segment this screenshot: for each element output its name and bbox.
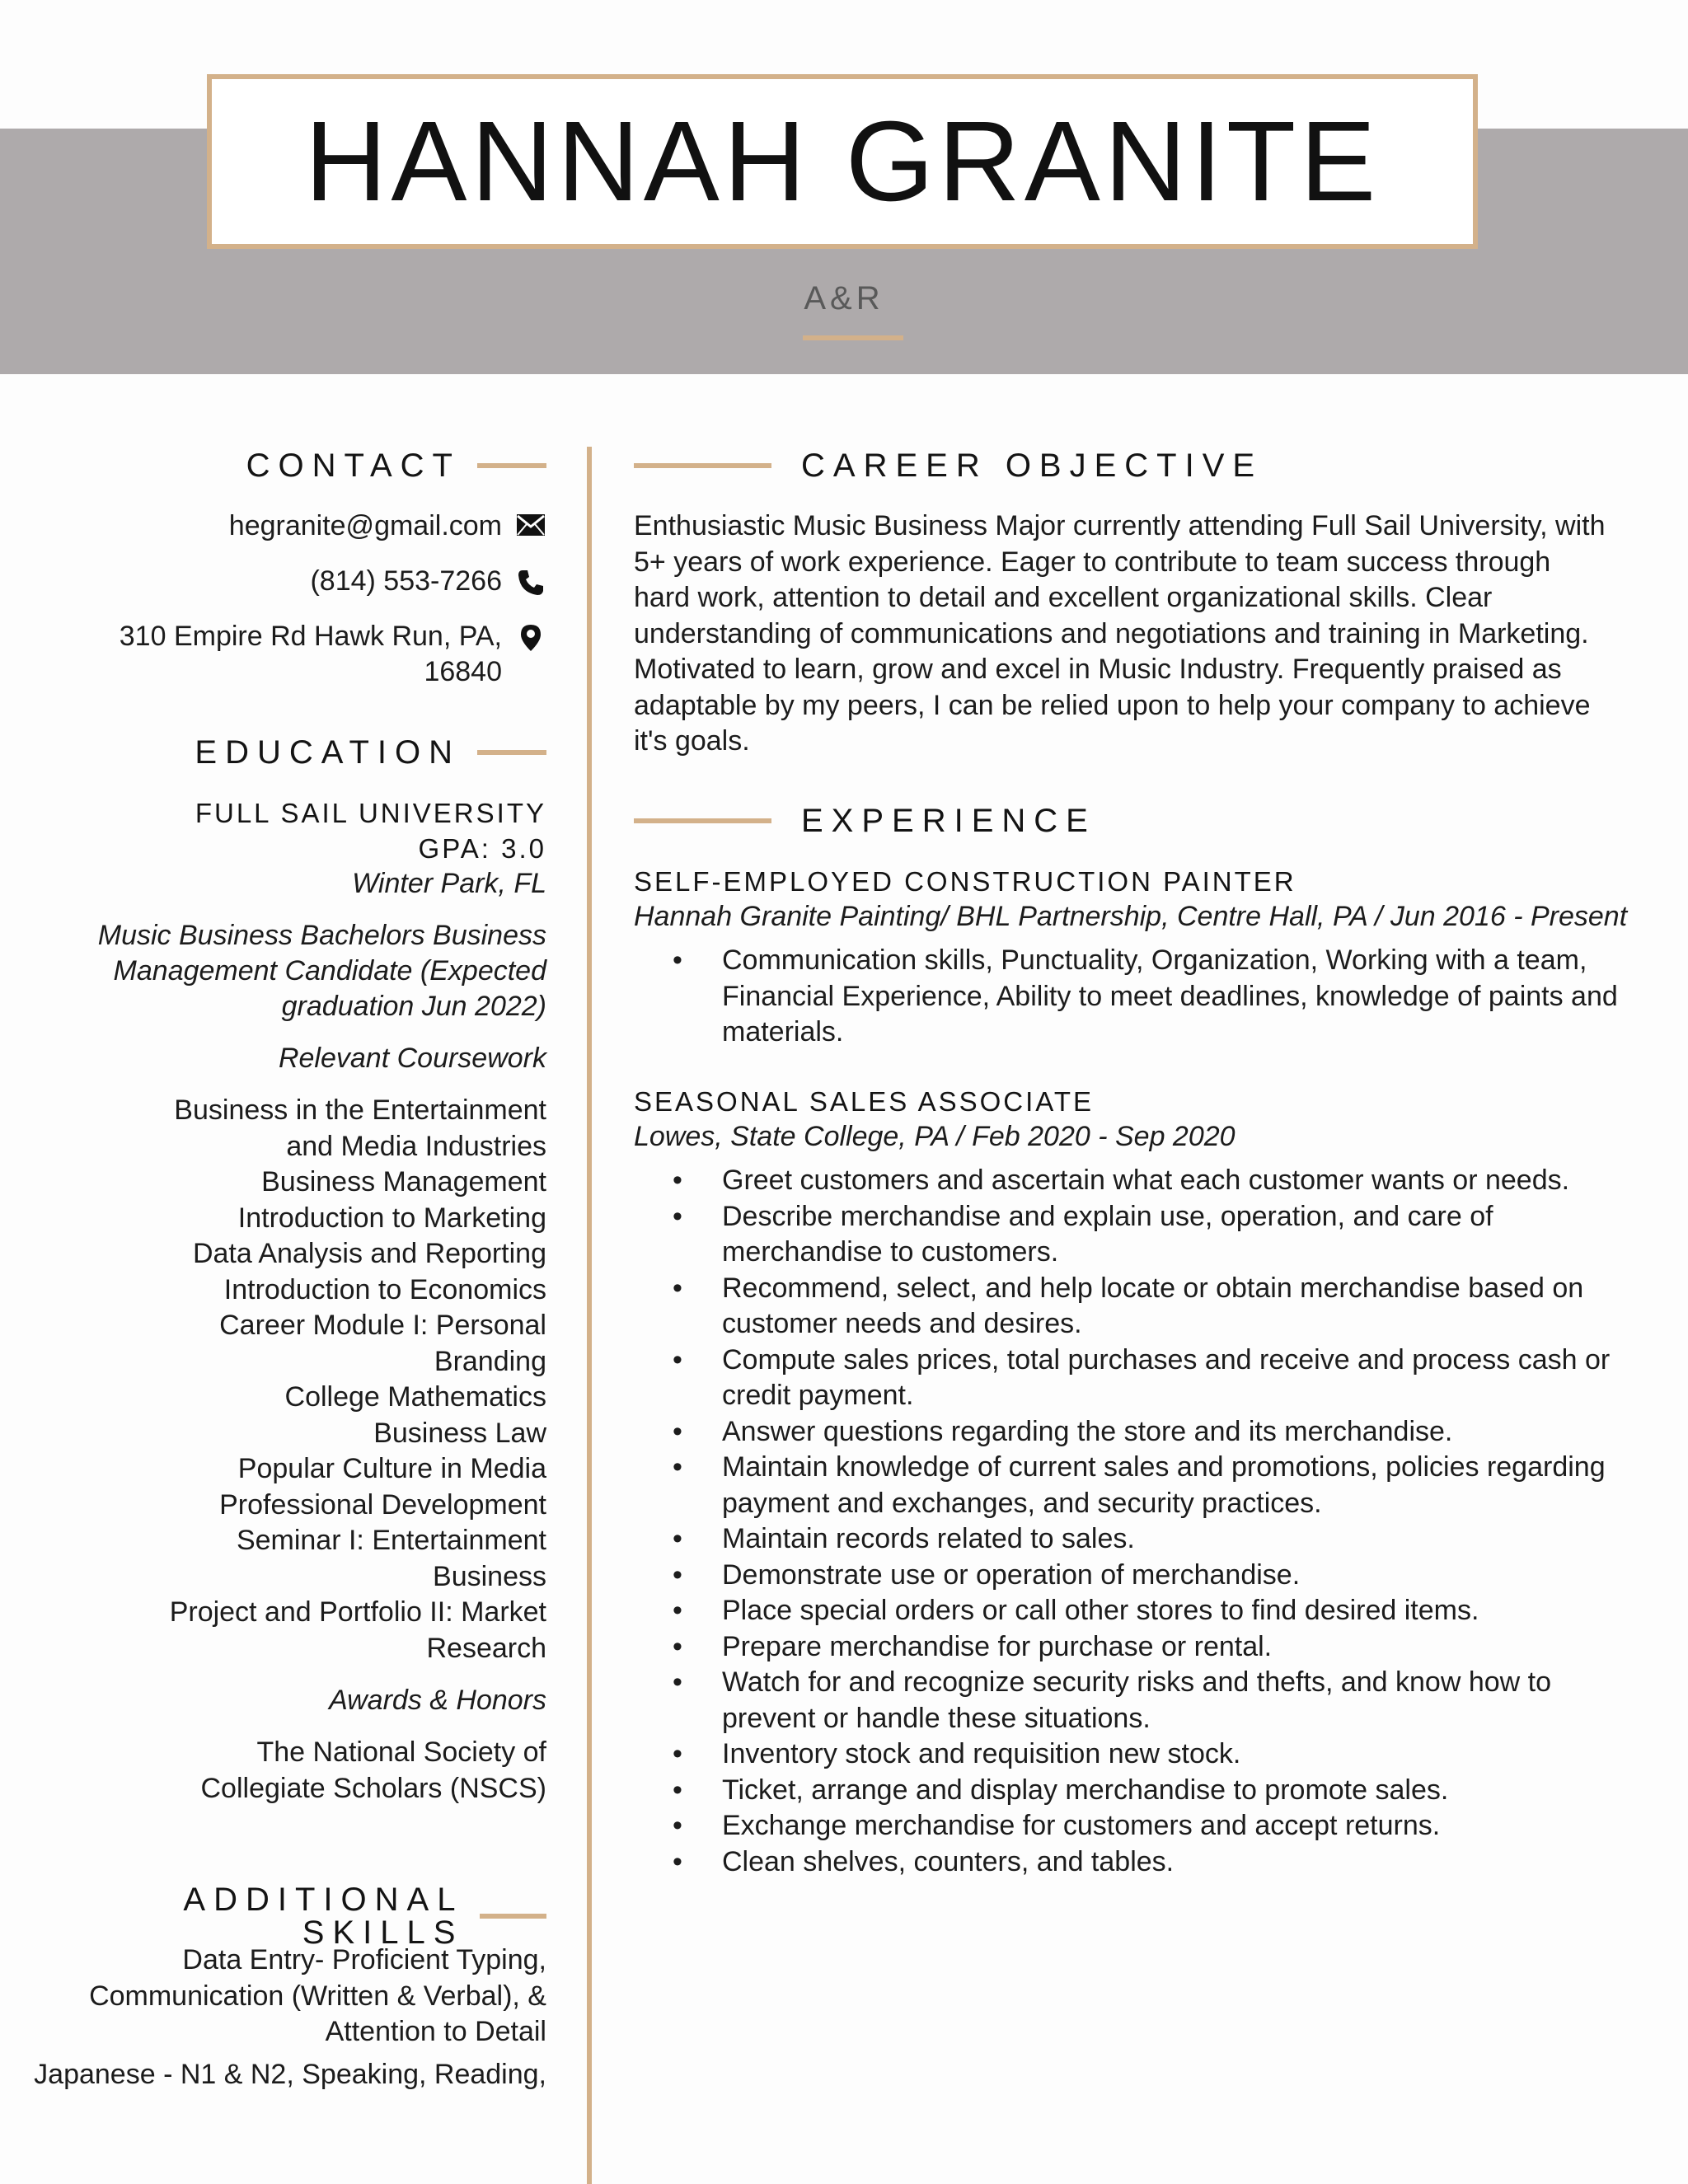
- course-item: Popular Culture in Media: [237, 1453, 546, 1484]
- skills-section: [25, 1943, 546, 2093]
- heading-accent-bar: [634, 463, 771, 468]
- heading-accent-bar: [477, 463, 546, 468]
- coursework-list: [25, 1093, 546, 1666]
- name-box: [207, 74, 1478, 249]
- objective-line: understanding of communications and negotiations and training in Marketing.: [634, 617, 1589, 649]
- award-line: The National Society of: [256, 1736, 546, 1768]
- job-bullet: • Ticket, arrange and display merchandise to promote sales.: [634, 1773, 1660, 1809]
- job-entry: [634, 864, 1660, 1051]
- award-line: Collegiate Scholars (NSCS): [200, 1772, 546, 1804]
- objective-line: hard work, attention to detail and excellent organizational skills. Clear: [634, 582, 1493, 613]
- experience-heading: EXPERIENCE: [801, 803, 1096, 839]
- course-item: Seminar I: Entertainment: [236, 1525, 546, 1556]
- role-underline: [803, 335, 903, 340]
- job-bullet: • Compute sales prices, total purchases and receive and process cash or credit payment.: [634, 1343, 1660, 1414]
- course-item: Introduction to Economics: [223, 1273, 546, 1305]
- job-title: SELF-EMPLOYED CONSTRUCTION PAINTER: [634, 866, 1296, 897]
- contact-heading-row: [25, 449, 546, 482]
- job-bullet: • Exchange merchandise for customers and accept returns.: [634, 1808, 1660, 1844]
- course-item: Business Law: [373, 1417, 546, 1449]
- coursework-label: Relevant Coursework: [278, 1043, 546, 1074]
- objective-line: it's goals.: [634, 725, 750, 757]
- job-bullet: • Communication skills, Punctuality, Organization, Working with a team, Financial Experience, Ability to meet deadlines, knowledge of paints and materials.: [634, 943, 1660, 1051]
- skill-line: Japanese - N1 & N2, Speaking, Reading,: [34, 2058, 546, 2090]
- envelope-icon: [515, 509, 546, 537]
- experience-heading-row: [634, 804, 1660, 837]
- school-name: FULL SAIL UNIVERSITY: [195, 798, 546, 828]
- heading-accent-bar: [634, 818, 771, 823]
- awards-list: [25, 1735, 546, 1807]
- job-subtitle: Hannah Granite Painting/ BHL Partnership, Centre Hall, PA / Jun 2016 - Present: [634, 901, 1628, 932]
- job-bullets: [634, 943, 1660, 1051]
- job-bullet: • Recommend, select, and help locate or obtain merchandise based on customer needs and desires.: [634, 1271, 1660, 1343]
- course-item: College Mathematics: [284, 1381, 546, 1413]
- job-bullet: • Maintain records related to sales.: [634, 1521, 1660, 1558]
- objective-line: Enthusiastic Music Business Major currently attending Full Sail University, with: [634, 510, 1606, 541]
- awards-label: Awards & Honors: [329, 1685, 546, 1716]
- job-subtitle: Lowes, State College, PA / Feb 2020 - Sep 2020: [634, 1121, 1236, 1152]
- address-text: [120, 619, 502, 690]
- skill-line: Attention to Detail: [325, 2016, 546, 2047]
- map-pin-icon: [515, 619, 546, 652]
- job-entry: [634, 1084, 1660, 1880]
- gpa: GPA: 3.0: [418, 833, 546, 864]
- heading-accent-bar: [477, 750, 546, 755]
- course-item: Business in the Entertainment: [174, 1094, 546, 1126]
- degree: [25, 918, 546, 1024]
- objective-line: Motivated to learn, grow and excel in Music Industry. Frequently praised as: [634, 654, 1562, 685]
- job-bullet: • Inventory stock and requisition new stock.: [634, 1736, 1660, 1773]
- contact-email-row: [25, 509, 546, 544]
- course-item: Introduction to Marketing: [237, 1202, 546, 1234]
- phone-icon: [515, 564, 546, 597]
- job-bullet: • Greet customers and ascertain what each customer wants or needs.: [634, 1163, 1660, 1199]
- skill-line: Data Entry- Proficient Typing,: [182, 1944, 546, 1975]
- course-item: Career Module I: Personal: [219, 1310, 546, 1341]
- education-heading-row: [25, 736, 546, 769]
- course-item: Branding: [434, 1345, 546, 1377]
- skill-line: Communication (Written & Verbal), &: [89, 1980, 546, 2012]
- objective-heading: CAREER OBJECTIVE: [801, 448, 1264, 484]
- degree-line: Management Candidate (Expected: [113, 955, 546, 987]
- school-location: Winter Park, FL: [352, 868, 546, 899]
- course-item: and Media Industries: [286, 1130, 546, 1162]
- objective-text: [634, 509, 1660, 760]
- skills-heading-row: [25, 1883, 546, 1949]
- job-bullet: • Answer questions regarding the store and its merchandise.: [634, 1414, 1660, 1451]
- course-item: Project and Portfolio II: Market: [169, 1596, 546, 1628]
- skills-heading: ADDITIONAL SKILLS: [183, 1882, 464, 1951]
- degree-line: graduation Jun 2022): [281, 991, 546, 1022]
- job-bullet: • Clean shelves, counters, and tables.: [634, 1844, 1660, 1881]
- address-line1: 310 Empire Rd Hawk Run, PA,: [119, 621, 502, 652]
- phone-text[interactable]: (814) 553-7266: [310, 565, 502, 597]
- course-item: Business Management: [261, 1166, 546, 1197]
- course-item: Data Analysis and Reporting: [192, 1238, 546, 1269]
- email-text[interactable]: hegranite@gmail.com: [228, 510, 502, 541]
- job-title: SEASONAL SALES ASSOCIATE: [634, 1086, 1095, 1117]
- job-bullet: • Watch for and recognize security risks and thefts, and know how to prevent or handle these situations.: [634, 1665, 1660, 1736]
- column-divider: [587, 447, 592, 2184]
- job-bullet: • Prepare merchandise for purchase or rental.: [634, 1629, 1660, 1666]
- heading-accent-bar: [480, 1914, 546, 1919]
- course-item: Business: [433, 1560, 546, 1592]
- contact-heading: CONTACT: [246, 448, 461, 484]
- objective-line: adaptable by my peers, I can be relied upon to help your company to achieve: [634, 689, 1591, 721]
- contact-phone-row: [25, 564, 546, 599]
- objective-line: 5+ years of work experience. Eager to contribute to team success through: [634, 546, 1551, 578]
- course-item: Professional Development: [219, 1488, 546, 1521]
- job-bullet: • Demonstrate use or operation of merchandise.: [634, 1558, 1660, 1594]
- degree-line: Music Business Bachelors Business: [97, 920, 546, 951]
- objective-heading-row: [634, 449, 1660, 482]
- address-line2: 16840: [424, 656, 502, 687]
- job-role: A&R: [804, 280, 884, 316]
- contact-section: [25, 509, 546, 710]
- job-bullet: • Describe merchandise and explain use, operation, and care of merchandise to customers.: [634, 1199, 1660, 1271]
- job-bullet: • Place special orders or call other stores to find desired items.: [634, 1593, 1660, 1629]
- course-item: Research: [426, 1632, 546, 1664]
- contact-address-row: [25, 619, 546, 690]
- education-heading: EDUCATION: [195, 734, 461, 771]
- candidate-name: HANNAH GRANITE: [304, 98, 1381, 225]
- job-bullet: • Maintain knowledge of current sales and promotions, policies regarding payment and exchanges, and security practices.: [634, 1450, 1660, 1521]
- education-section: [25, 795, 546, 1807]
- job-bullets: [634, 1163, 1660, 1880]
